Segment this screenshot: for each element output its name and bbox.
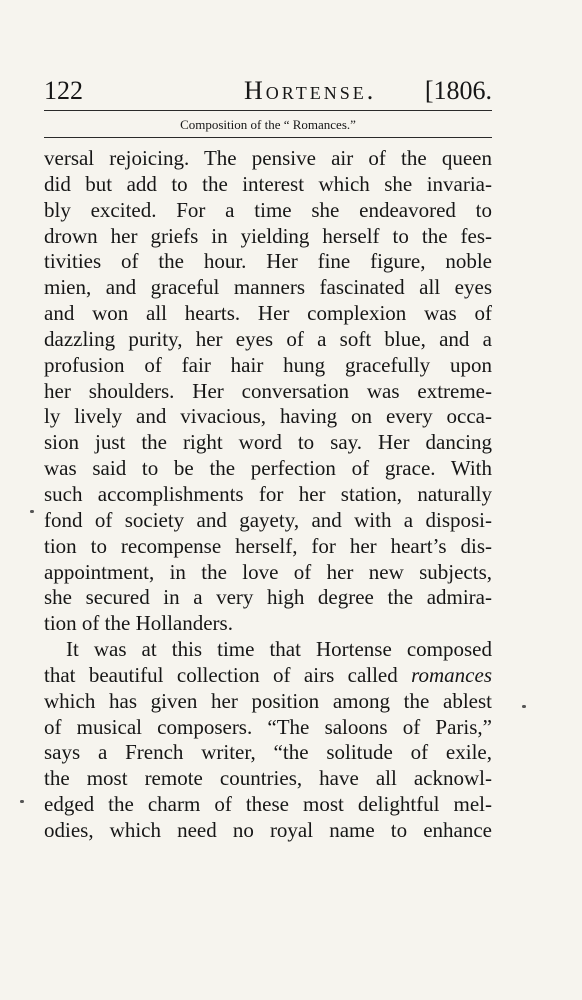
text-line: she secured in a very high degree the admira-: [44, 585, 492, 610]
text-line: edged the charm of these most delightful mel-: [44, 792, 492, 817]
text-line: sion just the right word to say. Her dancing: [44, 430, 492, 455]
running-title: Hortense.: [244, 76, 377, 105]
print-speck: [30, 510, 34, 513]
text-line: tion to recompense herself, for her heart’s dis-: [44, 533, 492, 558]
text-line: It was at this time that Hortense composed: [66, 637, 492, 662]
text-line: and won all hearts. Her complexion was of: [44, 301, 492, 326]
header-rule-top: [44, 110, 492, 111]
body-text: [44, 146, 492, 844]
text-line: says a French writer, “the solitude of exile,: [44, 740, 492, 765]
text-line: such accomplishments for her station, naturally: [44, 481, 492, 506]
italic-term: romances: [411, 662, 492, 687]
text-line: which has given her position among the ablest: [44, 688, 492, 713]
text-line: did but add to the interest which she invaria-: [44, 171, 492, 196]
text-span: that beautiful collection of airs called: [44, 662, 412, 687]
text-line: profusion of fair hair hung gracefully upon: [44, 352, 492, 377]
text-line: the most remote countries, have all acknowl-: [44, 766, 492, 791]
text-line: drown her griefs in yielding herself to the fes-: [44, 223, 492, 248]
text-line: bly excited. For a time she endeavored to: [44, 197, 492, 222]
text-line: dazzling purity, her eyes of a soft blue, and a: [44, 326, 492, 351]
print-speck: [522, 705, 526, 708]
text-line: appointment, in the love of her new subjects,: [44, 559, 492, 584]
running-year: [1806.: [424, 76, 492, 105]
header-rule-bottom: [44, 137, 492, 138]
running-head: [44, 74, 492, 108]
paragraph-1: [44, 146, 492, 637]
text-line: tion of the Hollanders.: [44, 611, 233, 636]
section-subheading: Composition of the “ Romances.”: [180, 117, 356, 132]
text-line: fond of society and gayety, and with a disposi-: [44, 507, 492, 532]
text-line: mien, and graceful manners fascinated all eyes: [44, 275, 492, 300]
text-line: her shoulders. Her conversation was extreme-: [44, 378, 492, 403]
print-speck: [20, 800, 24, 803]
text-line: ly lively and vivacious, having on every occa-: [44, 404, 492, 429]
text-line: odies, which need no royal name to enhance: [44, 817, 492, 842]
page-number: 122: [44, 76, 83, 105]
text-line: [44, 663, 492, 689]
text-line: was said to be the perfection of grace. With: [44, 456, 492, 481]
text-line: tivities of the hour. Her fine figure, noble: [44, 249, 492, 274]
text-line: versal rejoicing. The pensive air of the queen: [44, 146, 492, 170]
text-line: of musical composers. “The saloons of Paris,”: [44, 714, 492, 739]
paragraph-2: [44, 637, 492, 844]
